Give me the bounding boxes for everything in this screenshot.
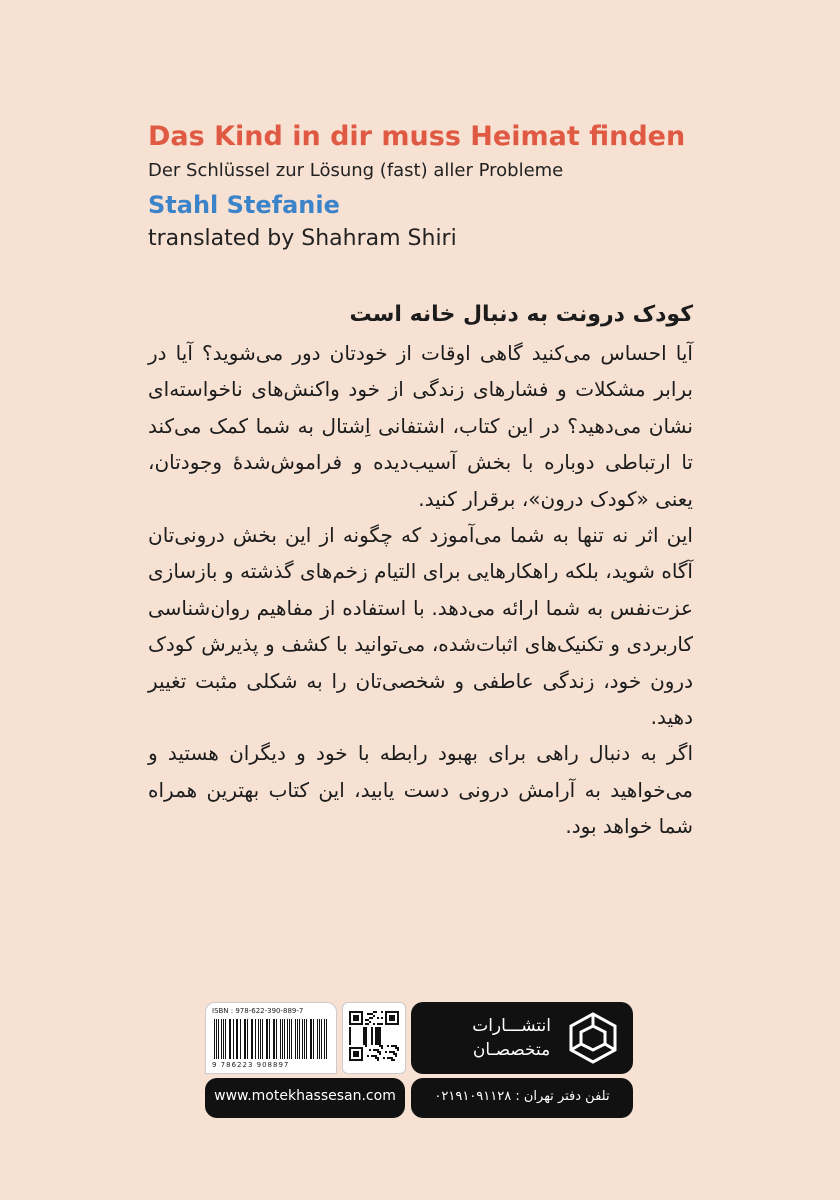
publisher-name: [472, 1014, 551, 1062]
publisher-logo-panel: [411, 1002, 633, 1074]
barcode-bar: [262, 1019, 263, 1059]
barcode-bar: [276, 1019, 277, 1059]
book-subtitle: Der Schlüssel zur Lösung (fast) aller Probleme: [148, 160, 564, 181]
qr-code-icon: [349, 1011, 399, 1061]
barcode-bar: [214, 1019, 215, 1059]
barcode-bar: [233, 1019, 234, 1059]
barcode-bar: [280, 1019, 281, 1059]
barcode-bar: [304, 1019, 305, 1059]
blurb-paragraph: آیا احساس می‌کنید گاهی اوقات از خودتان دور می‌شوید؟ آیا در برابر مشکلات و فشارهای زندگی از خود واکنش‌های ناخواسته‌ای نشان می‌دهید؟ در این کتاب، اشتفانی اِشتال به شما کمک می‌کند تا ارتباطی دوباره با بخش آسیب‌دیده و فراموش‌شدهٔ وجودتان، یعنی «کودک درون»، برقرار کنید.: [148, 341, 693, 511]
publisher-cube-logo-icon: [565, 1010, 621, 1066]
book-title: Das Kind in dir muss Heimat finden: [148, 121, 686, 152]
author-name: Stahl Stefanie: [148, 191, 340, 219]
translator-credit: translated by Shahram Shiri: [148, 226, 457, 251]
barcode-bar: [311, 1019, 312, 1059]
barcode-bar: [221, 1019, 222, 1059]
publisher-name-line2: متخصصـان: [472, 1040, 551, 1060]
publisher-name-line1: انتشـــارات: [472, 1016, 551, 1036]
barcode-bar: [317, 1019, 318, 1059]
website-url: www.motekhassesan.com: [214, 1088, 396, 1104]
barcode-bar: [324, 1019, 325, 1059]
barcode-bar: [258, 1019, 259, 1059]
qr-code-box: [342, 1002, 406, 1074]
barcode-bar: [299, 1019, 300, 1059]
cover-header: [148, 118, 708, 256]
blurb-paragraph: این اثر نه تنها به شما می‌آموزد که چگونه از این بخش درونی‌تان آگاه شوید، بلکه راهکارهایی برای التیام زخم‌های گذشته و بازسازی عزت‌نفس به شما ارائه می‌دهد. با استفاده از مفاهیم روان‌شناسی کاربردی و تکنیک‌های اثبات‌شده، می‌توانید با کشف و پذیرش کودک درون خود، زندگی عاطفی و شخصی‌تان را به شکلی مثبت تغییر دهید.: [148, 523, 693, 730]
isbn-text: ISBN : 978-622-390-889-7: [212, 1007, 304, 1015]
back-cover-blurb: [148, 295, 693, 845]
barcode-icon: [214, 1019, 328, 1059]
barcode-bar: [237, 1019, 238, 1059]
barcode-bar: [287, 1019, 288, 1059]
barcode-bar: [247, 1019, 248, 1059]
website-panel: [205, 1078, 405, 1118]
phone-panel: [411, 1078, 633, 1118]
barcode-bar: [295, 1019, 296, 1059]
blurb-title: کودک درونت به دنبال خانه است: [349, 302, 693, 327]
barcode-label: [205, 1002, 337, 1074]
ean-number: 9 786223 908897: [212, 1061, 290, 1069]
barcode-bar: [245, 1019, 246, 1059]
phone-number: تلفن دفتر تهران : ۰۲۱۹۱۰۹۱۱۲۸: [434, 1089, 610, 1104]
barcode-bar: [269, 1019, 270, 1059]
barcode-bar: [225, 1019, 226, 1059]
blurb-paragraph: اگر به دنبال راهی برای بهبود رابطه با خود و دیگران هستید و می‌خواهید به آرامش درونی دست یابید، این کتاب بهترین همراه شما خواهد بود.: [148, 741, 693, 839]
